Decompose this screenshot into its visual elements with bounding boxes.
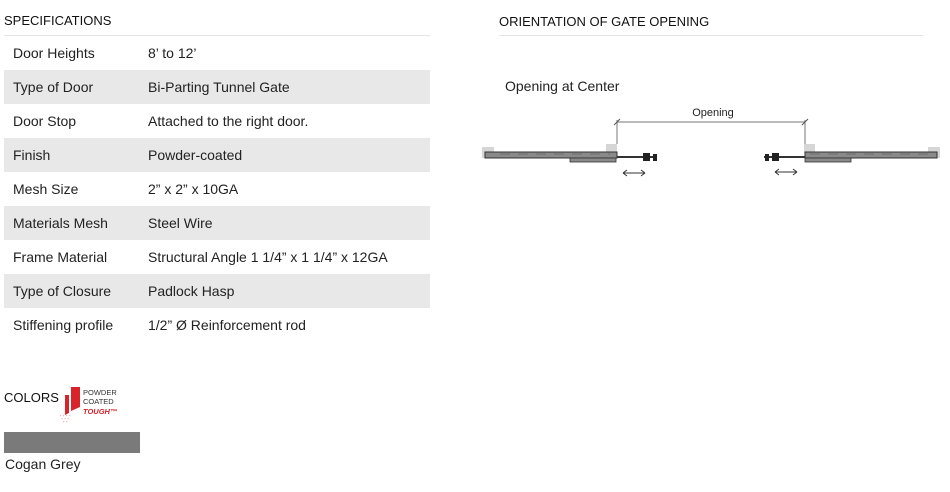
spec-value: 2” x 2” x 10GA <box>148 181 239 197</box>
spec-value: Attached to the right door. <box>148 113 309 129</box>
spec-row-door-stop <box>4 104 430 138</box>
spec-value: 1/2” Ø Reinforcement rod <box>148 317 306 333</box>
spec-row-frame-material <box>4 240 430 274</box>
logo-line-tough: TOUGH™ <box>83 407 118 416</box>
spec-label: Mesh Size <box>13 181 79 197</box>
spec-row-type-of-door <box>4 70 430 104</box>
spec-row-finish <box>4 138 430 172</box>
right-slide-arrow <box>775 169 797 175</box>
specifications-table <box>4 36 430 342</box>
spec-label: Door Heights <box>13 45 95 61</box>
spec-row-mesh-size <box>4 172 430 206</box>
orientation-divider <box>499 35 923 36</box>
opening-label: Opening <box>692 107 734 119</box>
orientation-subtitle: Opening at Center <box>505 78 620 94</box>
specifications-title: SPECIFICATIONS <box>4 13 112 28</box>
powder-coated-tough-logo <box>58 385 124 425</box>
spec-label: Door Stop <box>13 113 77 129</box>
spec-label: Finish <box>13 147 51 163</box>
spec-value: Structural Angle 1 1/4” x 1 1/4” x 12GA <box>148 249 388 265</box>
spec-label: Materials Mesh <box>13 215 108 231</box>
spec-value: Bi-Parting Tunnel Gate <box>148 79 290 95</box>
spec-row-door-heights <box>4 36 430 70</box>
spec-label: Type of Closure <box>13 283 112 299</box>
logo-line-coated: COATED <box>83 397 114 406</box>
color-swatch-label: Cogan Grey <box>5 456 81 472</box>
spec-row-type-of-closure <box>4 274 430 308</box>
left-gate-leaf <box>482 144 657 162</box>
logo-line-powder: POWDER <box>83 388 117 397</box>
spec-value: Steel Wire <box>148 215 213 231</box>
spec-row-materials-mesh <box>4 206 430 240</box>
spec-value: Powder-coated <box>148 147 243 163</box>
orientation-title: ORIENTATION OF GATE OPENING <box>499 14 710 29</box>
left-slide-arrow <box>623 170 645 176</box>
spec-value: Padlock Hasp <box>148 283 235 299</box>
spec-label: Type of Door <box>13 79 94 95</box>
spec-label: Frame Material <box>13 249 108 265</box>
colors-title: COLORS <box>4 390 59 405</box>
spec-label: Stiffening profile <box>13 317 114 333</box>
gate-opening-diagram <box>480 100 942 184</box>
spec-value: 8’ to 12’ <box>148 45 197 61</box>
right-gate-leaf <box>764 144 940 162</box>
color-swatch-cogan-grey[interactable] <box>4 432 140 453</box>
spec-row-stiffening-profile <box>4 308 430 342</box>
opening-dimension <box>614 107 808 144</box>
